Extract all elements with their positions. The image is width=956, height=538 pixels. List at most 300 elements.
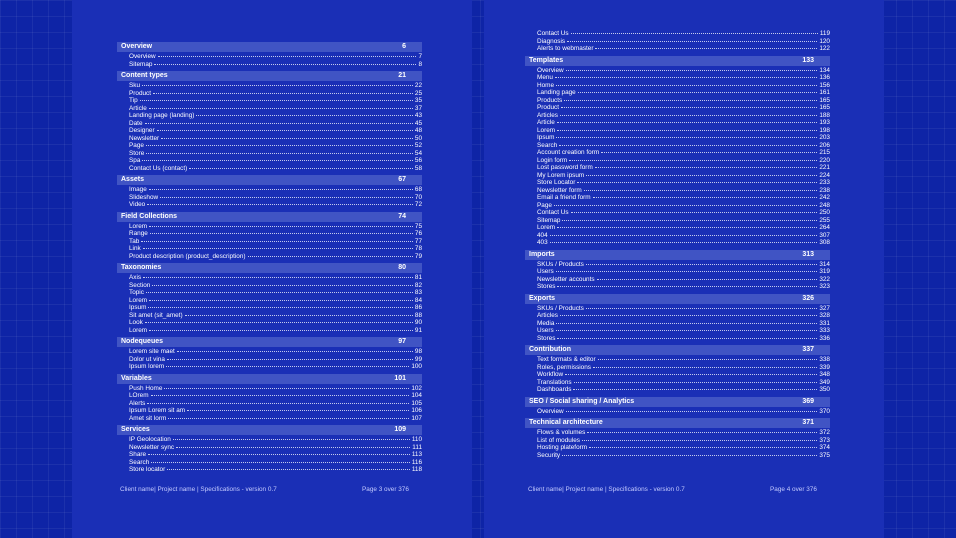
dot-leader — [567, 41, 817, 42]
dot-leader — [554, 205, 817, 206]
entry-page-number: 120 — [819, 37, 830, 45]
toc-entry[interactable] — [525, 187, 830, 195]
toc-entry[interactable] — [525, 82, 830, 90]
toc-entry[interactable] — [117, 150, 422, 158]
toc-entry[interactable] — [525, 239, 830, 247]
dot-leader — [556, 85, 817, 86]
entry-page-number: 119 — [819, 30, 830, 37]
entry-label: 403 — [537, 239, 548, 246]
entry-label: Newsletter form — [537, 186, 582, 194]
section-title: Imports — [529, 250, 555, 258]
toc-section — [525, 30, 830, 53]
entry-label: Newsletter accounts — [537, 275, 595, 283]
entry-label: Overview — [537, 66, 564, 74]
entry-label: Page — [129, 142, 144, 149]
section-header[interactable] — [117, 263, 422, 273]
toc-entry[interactable] — [117, 230, 422, 238]
section-page-number: 369 — [802, 397, 814, 405]
entry-label: List of modules — [537, 436, 580, 444]
dot-leader — [565, 374, 817, 375]
toc-entry[interactable] — [525, 371, 830, 379]
entry-page-number: 250 — [819, 209, 830, 216]
entry-label: Users — [537, 268, 554, 275]
dot-leader — [559, 145, 817, 146]
toc-entry[interactable] — [525, 112, 830, 120]
entry-page-number: 58 — [414, 164, 422, 172]
entry-label: Alerts — [129, 399, 146, 407]
entry-label: Products — [537, 96, 563, 104]
toc-entry[interactable] — [525, 379, 830, 387]
entry-label: Text formats & editor — [537, 356, 596, 363]
toc-entry[interactable] — [117, 459, 422, 467]
dot-leader — [593, 367, 817, 368]
entry-label: Home — [537, 81, 555, 89]
toc-entry[interactable] — [117, 297, 422, 305]
toc-entry[interactable] — [525, 74, 830, 82]
entry-label: Tip — [129, 97, 138, 104]
entry-label: Product description (product_description) — [129, 252, 246, 260]
toc-entry[interactable] — [525, 444, 830, 452]
entry-page-number: 188 — [819, 111, 830, 119]
entry-label: Ipsum — [537, 134, 555, 141]
section-title: Taxonomies — [121, 264, 162, 271]
entry-page-number: 56 — [414, 157, 422, 164]
entry-page-number: 107 — [411, 414, 422, 422]
toc-entry[interactable] — [117, 348, 422, 356]
entry-page-number: 193 — [819, 119, 830, 126]
entry-page-number: 104 — [411, 392, 422, 399]
dot-leader — [550, 235, 818, 236]
entry-label: Contact Us — [537, 209, 569, 216]
dot-leader — [584, 190, 818, 191]
dot-leader — [573, 389, 817, 390]
entry-label: Share — [129, 451, 147, 458]
toc-entry[interactable] — [525, 104, 830, 112]
toc-entry[interactable] — [117, 157, 422, 165]
toc-entry[interactable] — [525, 134, 830, 142]
toc-entry[interactable] — [117, 245, 422, 253]
entry-label: Stores — [537, 283, 556, 290]
entry-label: Dolor ut vina — [129, 355, 165, 363]
entry-page-number: 81 — [414, 274, 422, 281]
toc-entry[interactable] — [525, 157, 830, 165]
section-page-number: 371 — [802, 419, 814, 426]
toc-entry[interactable] — [525, 67, 830, 75]
entry-page-number: 98 — [414, 348, 422, 355]
toc-entry[interactable] — [117, 142, 422, 150]
dot-leader — [586, 308, 817, 309]
entry-page-number: 105 — [411, 399, 422, 407]
toc-entry[interactable] — [117, 466, 422, 474]
entry-page-number: 319 — [819, 268, 830, 275]
dot-leader — [187, 410, 409, 411]
dot-leader — [589, 447, 817, 448]
toc-entry[interactable] — [525, 276, 830, 284]
entry-label: Users — [537, 327, 554, 334]
dot-leader — [143, 248, 413, 249]
dot-leader — [146, 292, 413, 293]
dot-leader — [556, 323, 817, 324]
entry-page-number: 78 — [414, 245, 422, 252]
entry-page-number: 339 — [819, 363, 830, 371]
section-header[interactable] — [525, 250, 830, 260]
toc-page-left — [72, 0, 472, 538]
dot-leader — [248, 256, 413, 257]
entry-label: Contact Us — [537, 30, 569, 37]
entry-page-number: 43 — [414, 112, 422, 119]
entry-label: Overview — [537, 407, 564, 415]
section-header[interactable] — [117, 175, 422, 185]
entry-page-number: 7 — [418, 53, 422, 60]
toc-entry[interactable] — [117, 327, 422, 335]
entry-page-number: 156 — [819, 81, 830, 89]
section-header[interactable] — [117, 337, 422, 347]
dot-leader — [177, 351, 413, 352]
dot-leader — [158, 56, 417, 57]
toc-entry[interactable] — [117, 356, 422, 364]
section-title: SEO / Social sharing / Analytics — [529, 397, 635, 405]
toc-entry[interactable] — [525, 164, 830, 172]
section-title: Variables — [121, 374, 152, 382]
section-page-number: 97 — [398, 338, 406, 345]
entry-page-number: 331 — [819, 319, 830, 327]
toc-entry[interactable] — [117, 319, 422, 327]
entry-page-number: 88 — [414, 311, 422, 319]
toc-entry[interactable] — [117, 436, 422, 444]
toc-entry[interactable] — [525, 179, 830, 187]
toc-section — [117, 425, 422, 474]
entry-label: Lorem — [537, 126, 556, 134]
section-page-number: 80 — [398, 264, 406, 271]
toc-entry[interactable] — [117, 127, 422, 135]
entry-label: SKUs / Products — [537, 260, 584, 268]
entry-page-number: 165 — [819, 104, 830, 111]
entry-label: IP Geolocation — [129, 436, 171, 443]
dot-leader — [157, 130, 413, 131]
section-header[interactable] — [117, 425, 422, 435]
entry-page-number: 215 — [819, 149, 830, 156]
toc-section — [525, 56, 830, 247]
section-header[interactable] — [117, 374, 422, 384]
entry-label: Security — [537, 451, 561, 459]
entry-page-number: 349 — [819, 378, 830, 386]
entry-label: Flows & volumes — [537, 429, 586, 436]
dot-leader — [597, 279, 818, 280]
toc-entry[interactable] — [525, 209, 830, 217]
entry-page-number: 136 — [819, 74, 830, 81]
entry-label: Account creation form — [537, 149, 600, 156]
toc-entry[interactable] — [525, 335, 830, 343]
toc-entry[interactable] — [525, 45, 830, 53]
dot-leader — [189, 168, 413, 169]
entry-page-number: 134 — [819, 66, 830, 74]
dot-leader — [560, 115, 817, 116]
dot-leader — [154, 64, 416, 65]
toc-entry[interactable] — [525, 261, 830, 269]
toc-entry[interactable] — [117, 289, 422, 297]
entry-label: Overview — [129, 53, 156, 60]
toc-entry[interactable] — [117, 451, 422, 459]
entry-label: Topic — [129, 289, 144, 296]
entry-page-number: 102 — [411, 384, 422, 392]
entry-label: Lorem site maet — [129, 348, 175, 355]
entry-page-number: 83 — [414, 289, 422, 296]
entry-page-number: 99 — [414, 355, 422, 363]
entry-page-number: 372 — [819, 429, 830, 436]
entry-label: Lost password form — [537, 164, 593, 171]
dot-leader — [168, 418, 409, 419]
entry-label: My Lorem ipsum — [537, 171, 585, 179]
toc-section — [117, 212, 422, 261]
section-title: Field Collections — [121, 212, 178, 220]
entry-label: 404 — [537, 231, 548, 239]
toc-entry[interactable] — [525, 127, 830, 135]
dot-leader — [557, 130, 817, 131]
toc-entry[interactable] — [117, 253, 422, 261]
toc-entry[interactable] — [525, 89, 830, 97]
section-title: Templates — [529, 56, 564, 64]
entry-page-number: 374 — [819, 444, 830, 451]
entry-page-number: 224 — [819, 171, 830, 179]
section-title: Nodequeues — [121, 338, 164, 345]
entry-label: Page — [537, 201, 552, 209]
entry-page-number: 54 — [414, 149, 422, 157]
toc-entry[interactable] — [525, 142, 830, 150]
toc-entry[interactable] — [525, 217, 830, 225]
dot-leader — [557, 286, 817, 287]
dot-leader — [566, 411, 818, 412]
entry-label: Landing page (landing) — [129, 112, 195, 119]
toc-entry[interactable] — [117, 194, 422, 202]
section-page-number: 67 — [398, 176, 406, 183]
toc-entry[interactable] — [117, 274, 422, 282]
toc-entry[interactable] — [525, 232, 830, 240]
entry-page-number: 242 — [819, 194, 830, 201]
entry-page-number: 248 — [819, 201, 830, 209]
entry-page-number: 165 — [819, 96, 830, 104]
dot-leader — [142, 85, 413, 86]
toc-list — [525, 30, 830, 462]
entry-label: Link — [129, 245, 141, 252]
entry-label: Dashboards — [537, 386, 572, 393]
toc-entry[interactable] — [117, 135, 422, 143]
entry-label: Product — [537, 104, 560, 111]
dot-leader — [586, 264, 817, 265]
entry-page-number: 370 — [819, 407, 830, 415]
entry-page-number: 37 — [414, 104, 422, 112]
toc-entry[interactable] — [525, 429, 830, 437]
toc-entry[interactable] — [525, 149, 830, 157]
toc-entry[interactable] — [525, 97, 830, 105]
dot-leader — [142, 160, 413, 161]
section-title: Technical architecture — [529, 419, 603, 426]
toc-entry[interactable] — [525, 305, 830, 313]
toc-entry[interactable] — [525, 327, 830, 335]
toc-entry[interactable] — [117, 105, 422, 113]
entry-label: Stores — [537, 334, 556, 342]
dot-leader — [185, 315, 413, 316]
entry-label: Image — [129, 186, 147, 193]
entry-label: Video — [129, 201, 146, 208]
dot-leader — [578, 92, 818, 93]
entry-page-number: 338 — [819, 356, 830, 363]
dot-leader — [556, 271, 818, 272]
entry-label: Translations — [537, 378, 572, 386]
dot-leader — [140, 100, 413, 101]
dot-leader — [166, 366, 409, 367]
entry-label: Lorem — [129, 326, 148, 334]
toc-entry[interactable] — [525, 30, 830, 38]
toc-entry[interactable] — [117, 61, 422, 69]
footer-project: Client name| Project name | Specifications - version 0.7 — [120, 486, 277, 493]
toc-entry[interactable] — [117, 112, 422, 120]
toc-entry[interactable] — [117, 282, 422, 290]
entry-label: Diagnosis — [537, 37, 566, 45]
toc-entry[interactable] — [117, 392, 422, 400]
section-header[interactable] — [525, 345, 830, 355]
entry-label: Ipsum Lorem sit am — [129, 407, 186, 414]
dot-leader — [164, 388, 409, 389]
toc-entry[interactable] — [117, 304, 422, 312]
toc-entry[interactable] — [117, 90, 422, 98]
toc-entry[interactable] — [525, 194, 830, 202]
dot-leader — [152, 285, 413, 286]
dot-leader — [151, 462, 410, 463]
toc-entry[interactable] — [117, 415, 422, 423]
toc-entry[interactable] — [525, 283, 830, 291]
toc-entry[interactable] — [525, 172, 830, 180]
entry-page-number: 82 — [414, 281, 422, 289]
entry-page-number: 72 — [414, 201, 422, 208]
dot-leader — [167, 359, 413, 360]
entry-label: Media — [537, 319, 555, 327]
entry-label: Email a friend form — [537, 194, 591, 201]
entry-page-number: 161 — [819, 89, 830, 96]
entry-label: LOrem — [129, 392, 149, 399]
toc-entry[interactable] — [117, 120, 422, 128]
toc-entry[interactable] — [525, 386, 830, 394]
toc-entry[interactable] — [525, 312, 830, 320]
toc-entry[interactable] — [525, 268, 830, 276]
section-header[interactable] — [525, 397, 830, 407]
section-page-number: 337 — [802, 346, 814, 353]
entry-page-number: 203 — [819, 134, 830, 141]
dot-leader — [561, 107, 817, 108]
entry-page-number: 100 — [411, 363, 422, 370]
dot-leader — [167, 469, 410, 470]
entry-label: Section — [129, 281, 151, 289]
toc-entry[interactable] — [117, 186, 422, 194]
section-header[interactable] — [525, 294, 830, 304]
toc-entry[interactable] — [117, 201, 422, 209]
toc-entry[interactable] — [117, 312, 422, 320]
dot-leader — [557, 227, 817, 228]
toc-entry[interactable] — [525, 452, 830, 460]
dot-leader — [550, 242, 818, 243]
toc-entry[interactable] — [525, 224, 830, 232]
toc-list — [117, 42, 422, 477]
entry-label: Lorem — [129, 296, 148, 304]
toc-entry[interactable] — [117, 97, 422, 105]
section-header[interactable] — [117, 42, 422, 52]
dot-leader — [569, 160, 817, 161]
section-title: Services — [121, 426, 150, 433]
entry-page-number: 333 — [819, 327, 830, 334]
entry-label: Tab — [129, 237, 140, 245]
toc-entry[interactable] — [117, 400, 422, 408]
dot-leader — [149, 189, 413, 190]
toc-entry[interactable] — [525, 320, 830, 328]
toc-entry[interactable] — [525, 38, 830, 46]
entry-label: Contact Us (contact) — [129, 164, 188, 172]
section-header[interactable] — [525, 418, 830, 428]
toc-entry[interactable] — [525, 437, 830, 445]
toc-entry[interactable] — [117, 82, 422, 90]
entry-page-number: 48 — [414, 127, 422, 134]
toc-section — [117, 263, 422, 334]
entry-label: Product — [129, 89, 152, 97]
entry-page-number: 264 — [819, 224, 830, 231]
section-page-number: 21 — [398, 72, 406, 79]
entry-page-number: 116 — [411, 458, 422, 466]
entry-label: Newsletter — [129, 134, 160, 142]
entry-page-number: 307 — [819, 231, 830, 239]
entry-label: Sitemap — [129, 60, 153, 68]
section-header[interactable] — [117, 212, 422, 222]
section-title: Contribution — [529, 346, 571, 353]
entry-page-number: 45 — [414, 119, 422, 127]
toc-entry[interactable] — [117, 238, 422, 246]
entry-page-number: 221 — [819, 164, 830, 171]
dot-leader — [149, 108, 413, 109]
entry-label: Store locator — [129, 466, 166, 473]
toc-entry[interactable] — [117, 165, 422, 173]
toc-entry[interactable] — [117, 444, 422, 452]
section-title: Exports — [529, 294, 556, 302]
toc-entry[interactable] — [117, 223, 422, 231]
toc-entry[interactable] — [525, 119, 830, 127]
entry-label: Menu — [537, 74, 553, 81]
footer-page-number: Page 3 over 376 — [362, 486, 409, 493]
toc-entry[interactable] — [117, 385, 422, 393]
section-title: Overview — [121, 43, 153, 50]
toc-entry[interactable] — [525, 202, 830, 210]
toc-entry[interactable] — [117, 407, 422, 415]
entry-label: Ipsum — [129, 304, 147, 311]
toc-entry[interactable] — [525, 356, 830, 364]
dot-leader — [577, 182, 817, 183]
entry-label: Lorem — [129, 222, 148, 230]
dot-leader — [146, 153, 413, 154]
entry-page-number: 206 — [819, 141, 830, 149]
toc-entry[interactable] — [525, 364, 830, 372]
entry-label: Sitemap — [537, 216, 561, 224]
dot-leader — [147, 403, 409, 404]
dot-leader — [557, 122, 818, 123]
entry-label: Ipsum lorem — [129, 363, 165, 370]
toc-entry[interactable] — [525, 408, 830, 416]
entry-page-number: 375 — [819, 451, 830, 459]
entry-label: Push Home — [129, 384, 163, 392]
toc-entry[interactable] — [117, 53, 422, 61]
toc-section — [117, 175, 422, 209]
dot-leader — [555, 77, 817, 78]
toc-entry[interactable] — [117, 363, 422, 371]
entry-page-number: 77 — [414, 237, 422, 245]
section-header[interactable] — [525, 56, 830, 66]
section-header[interactable] — [117, 71, 422, 81]
entry-label: Article — [129, 104, 147, 112]
